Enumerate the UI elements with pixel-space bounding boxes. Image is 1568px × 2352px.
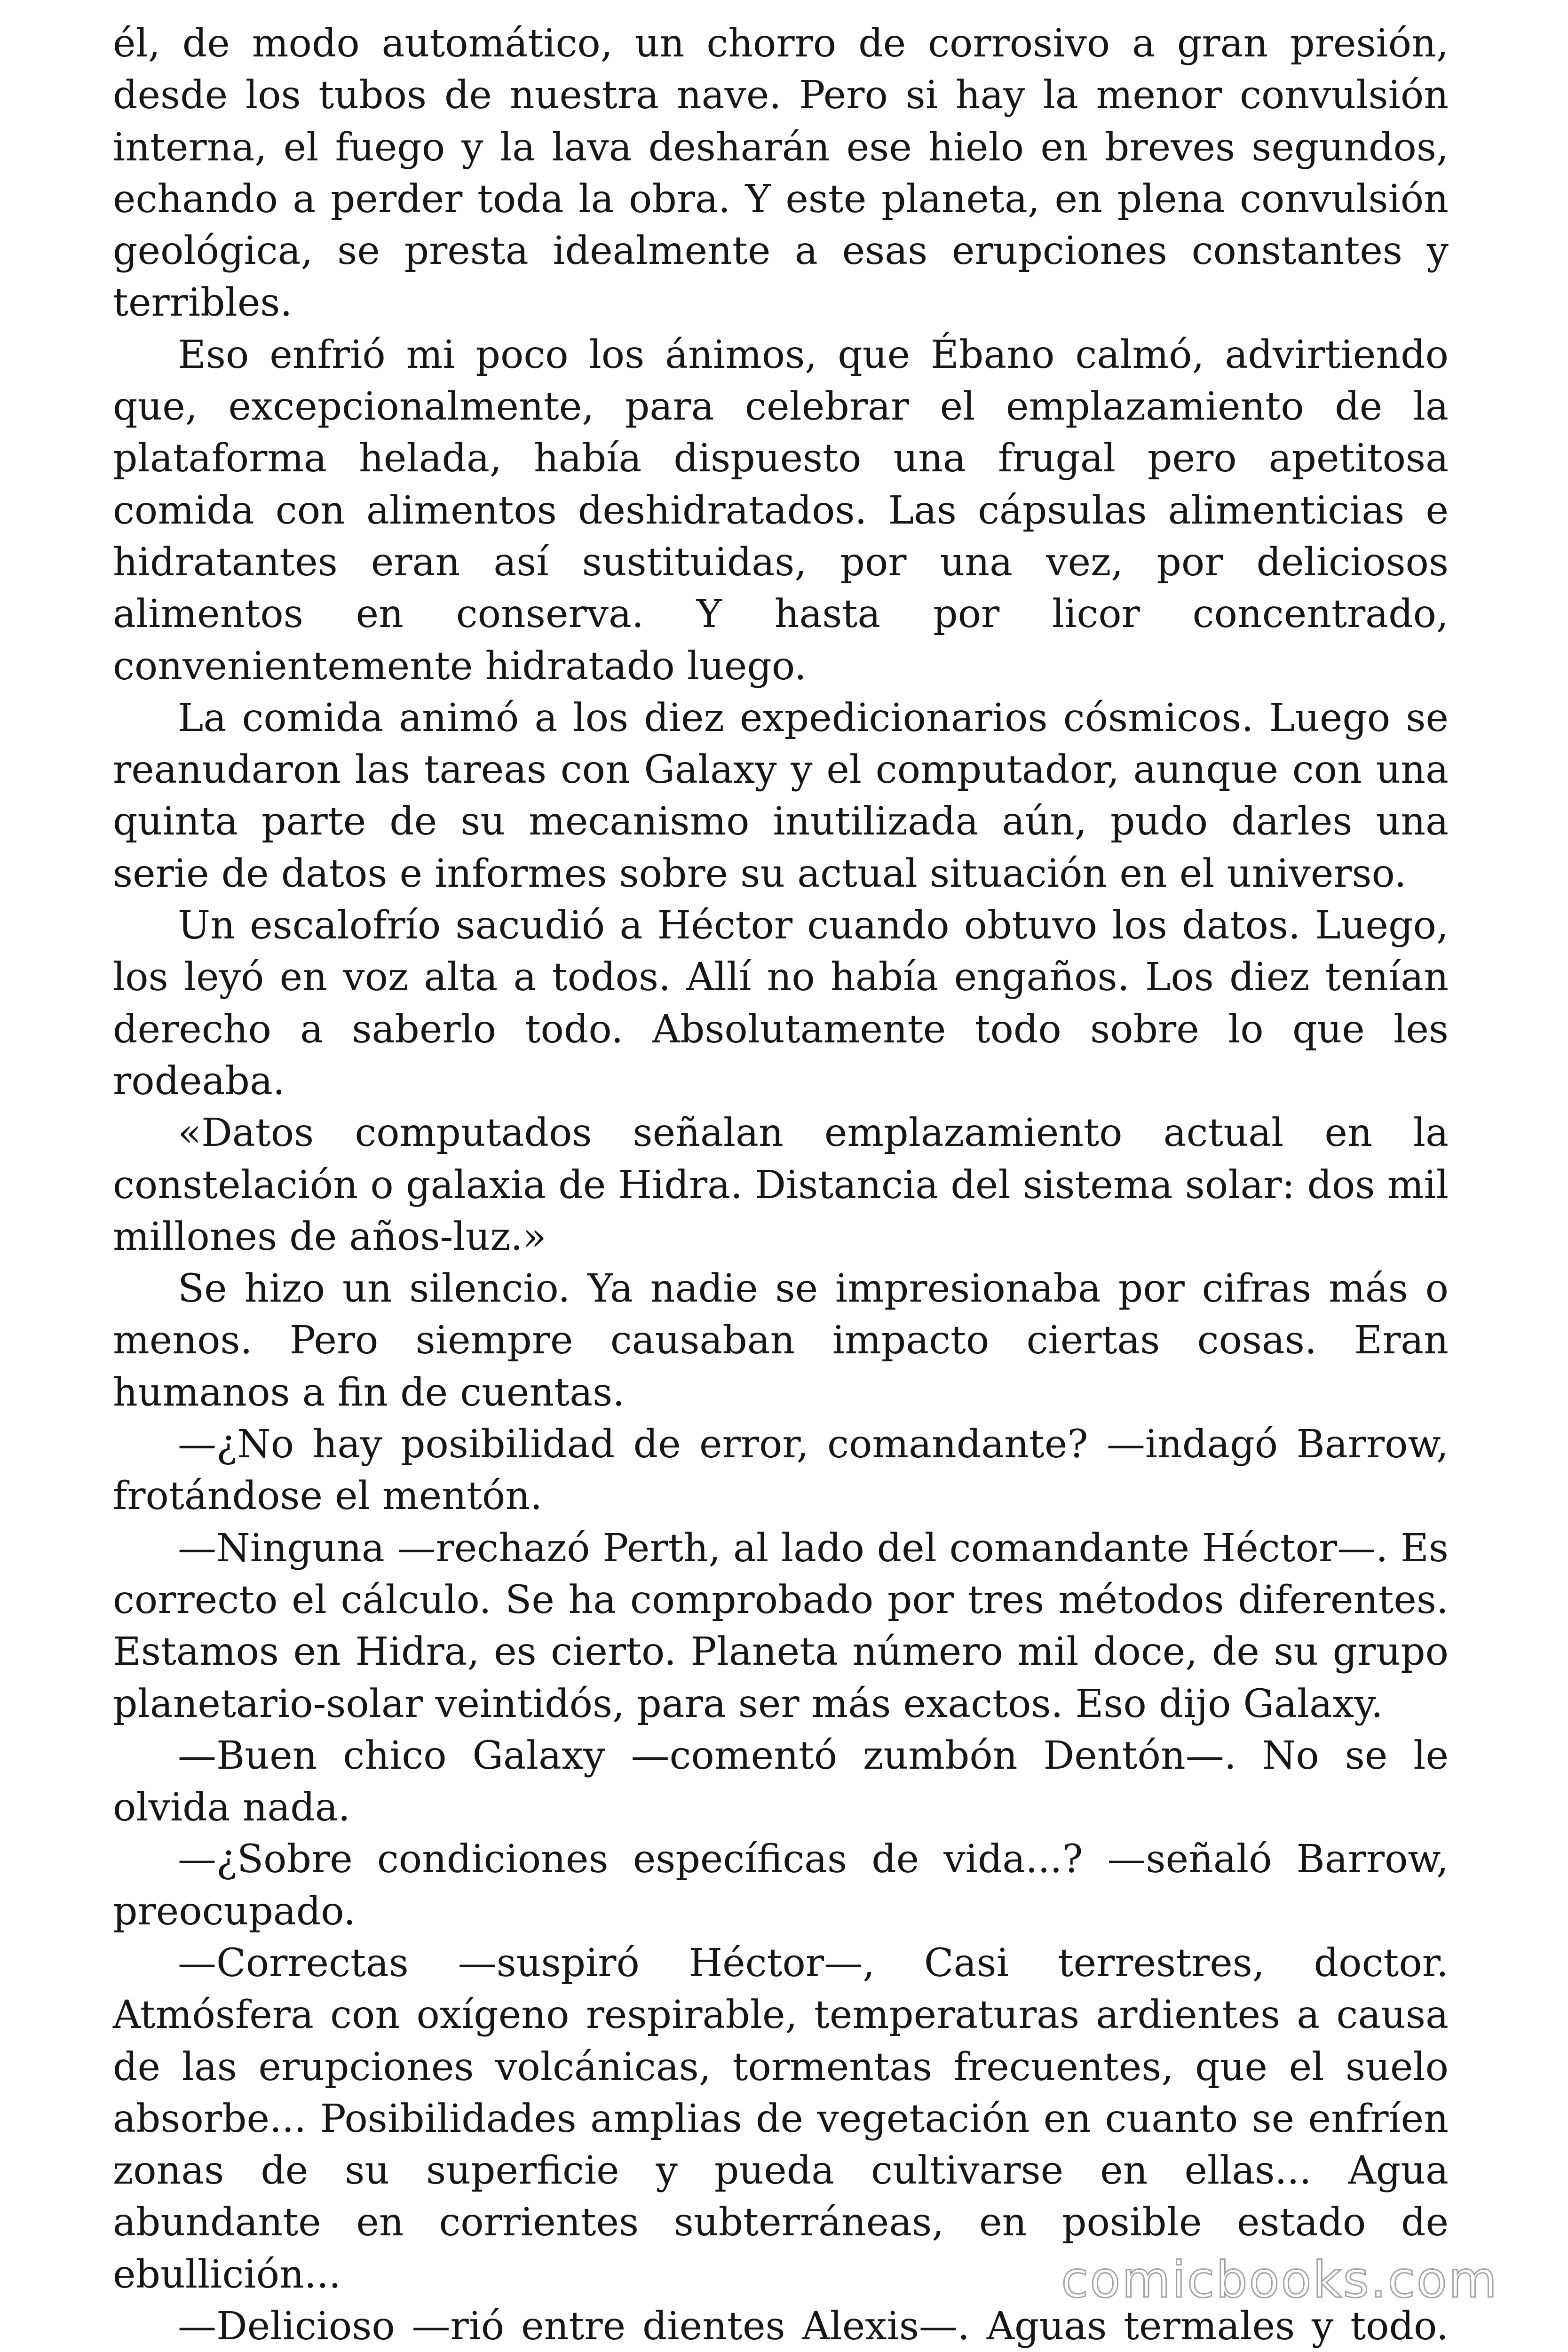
dialogue-line: —Buen chico Galaxy —comentó zumbón Dentón—. No se le olvida nada. bbox=[113, 1733, 1449, 1830]
dialogue-line: —¿No hay posibilidad de error, comandante? —indagó Barrow, frotándose el mentón. bbox=[113, 1422, 1449, 1519]
dialogue-line: —Delicioso —rió entre dientes Alexis—. Aguas termales y todo. bbox=[178, 2304, 1449, 2349]
dialogue-line: —Ninguna —rechazó Perth, al lado del comandante Héctor—. Es correcto el cálculo. Se ha comprobado por tres métodos diferentes. Estamos en Hidra, es cierto. Planeta número mil doce, de su grupo planetario-solar veintidós, para ser más exactos. Eso dijo Galaxy. bbox=[113, 1526, 1449, 1726]
dialogue-line: —¿Sobre condiciones específicas de vida...? —señaló Barrow, preocupado. bbox=[113, 1837, 1449, 1934]
paragraph: Un escalofrío sacudió a Héctor cuando obtuvo los datos. Luego, los leyó en voz alta a todos. Allí no había engaños. Los diez tenían derecho a saberlo todo. Absolutamente todo sobre lo que les rodeaba. bbox=[113, 903, 1449, 1104]
watermark: comicbooks.com bbox=[1061, 2251, 1498, 2309]
paragraph: La comida animó a los diez expedicionarios cósmicos. Luego se reanudaron las tareas con Galaxy y el computador, aunque con una quinta parte de su mecanismo inutilizada aún, pudo darles una serie de datos e informes sobre su actual situación en el universo. bbox=[113, 695, 1449, 896]
dialogue-line: —Correctas —suspiró Héctor—, Casi terrestres, doctor. Atmósfera con oxígeno respirable, temperaturas ardientes a causa de las erupciones volcánicas, tormentas frecuentes, que el suelo absorbe... Posibilidades amplias de vegetación en cuanto se enfríen zonas de su superficie y pueda cultivarse en ellas... Agua abundante en corrientes subterráneas, en posible estado de ebullición... bbox=[113, 1940, 1449, 2297]
paragraph: Eso enfrió mi poco los ánimos, que Ébano calmó, advirtiendo que, excepcionalmente, para celebrar el emplazamiento de la plataforma helada, había dispuesto una frugal pero apetitosa comida con alimentos deshidratados. Las cápsulas alimenticias e hidratantes eran así sustituidas, por una vez, por deliciosos alimentos en conserva. Y hasta por licor concentrado, convenientemente hidratado luego. bbox=[113, 332, 1449, 689]
paragraph-continuation: él, de modo automático, un chorro de corrosivo a gran presión, desde los tubos de nuestra nave. Pero si hay la menor convulsión interna, el fuego y la lava desharán ese hielo en breves segundos, echando a perder toda la obra. Y este planeta, en plena convulsión geológica, se presta idealmente a esas erupciones constantes y terribles. bbox=[113, 21, 1449, 326]
paragraph-quote: «Datos computados señalan emplazamiento actual en la constelación o galaxia de Hidra. Distancia del sistema solar: dos mil millones de años-luz.» bbox=[113, 1111, 1449, 1259]
paragraph: Se hizo un silencio. Ya nadie se impresionaba por cifras más o menos. Pero siempre causaban impacto ciertas cosas. Eran humanos a fin de cuentas. bbox=[113, 1266, 1449, 1415]
book-page bbox=[113, 18, 1449, 2352]
